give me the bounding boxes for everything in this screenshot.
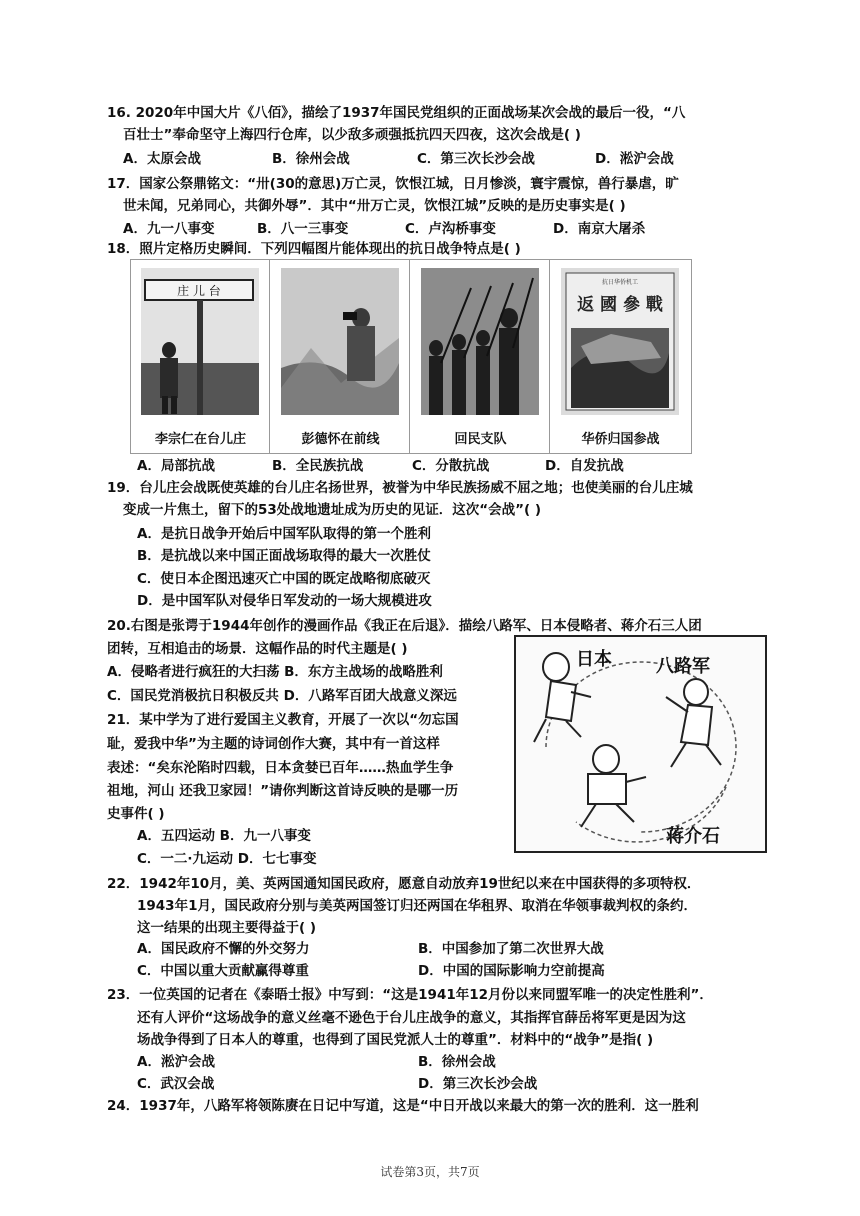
q21-options-cd: C．一二·九运动 D．七七事变 <box>137 851 317 867</box>
q20-options-ab: A．侵略者进行疯狂的大扫荡 B．东方主战场的战略胜利 <box>107 664 443 680</box>
poster-header: 抗日华侨机工 <box>601 279 639 286</box>
q22-option-a: A．国民政府不懈的外交努力 <box>137 941 310 957</box>
photo-li-zongren <box>141 268 259 415</box>
q16-option-a: A．太原会战 <box>123 151 201 167</box>
cartoon-label-eighth-route: 八路军 <box>656 656 710 677</box>
photo-sign-text: 庄 儿 台 <box>177 284 221 298</box>
photo-caption-2: 彭德怀在前线 <box>301 432 380 447</box>
photo-cell-4 <box>551 260 690 453</box>
q19-option-b: B．是抗战以来中国正面战场取得的最大一次胜仗 <box>137 548 431 564</box>
q23-option-c: C．武汉会战 <box>137 1076 215 1092</box>
q20-line2: 团转，互相追击的场景．这幅作品的时代主题是( ) <box>107 641 408 657</box>
photo-cell-1 <box>131 260 270 453</box>
q22-option-b: B．中国参加了第二次世界大战 <box>418 941 604 957</box>
q22-option-d: D．中国的国际影响力空前提高 <box>418 963 605 979</box>
q23-option-a: A．淞沪会战 <box>137 1054 215 1070</box>
q19-option-a: A．是抗日战争开始后中国军队取得的第一个胜利 <box>137 526 431 542</box>
q18-option-b: B．全民族抗战 <box>272 458 364 474</box>
q23-option-b: B．徐州会战 <box>418 1054 496 1070</box>
photo-peng-dehuai <box>281 268 399 415</box>
q16-option-d: D．淞沪会战 <box>595 151 674 167</box>
q18-option-c: C．分散抗战 <box>412 458 490 474</box>
q22-line2: 1943年1月，国民政府分别与美英两国签订归还两国在华租界、取消在华领事裁判权的条约． <box>137 898 697 914</box>
q18-line1: 18．照片定格历史瞬间．下列四幅图片能体现出的抗日战争特点是( ) <box>107 241 521 257</box>
photo-cell-2 <box>271 260 410 453</box>
q24-line1: 24．1937年，八路军将领陈赓在日记中写道，这是“中日开战以来最大的第一次的胜利．这一胜利 <box>107 1098 699 1114</box>
q23-line1: 23．一位英国的记者在《泰晤士报》中写到：“这是1941年12月份以来同盟军唯一的决定性胜利”． <box>107 987 713 1003</box>
photo-cell-3 <box>411 260 550 453</box>
q20-line1: 20.右图是张谔于1944年创作的漫画作品《我正在后退》．描绘八路军、日本侵略者、蒋介石三人团 <box>107 618 702 634</box>
photo-hui-min-team <box>421 268 539 415</box>
q18-option-d: D．自发抗战 <box>545 458 624 474</box>
q23-line3: 场战争得到了日本人的尊重，也得到了国民党派人士的尊重”．材料中的“战争”是指( ) <box>137 1032 654 1048</box>
q16-line2: 百壮士”奉命坚守上海四行仓库，以少敌多顽强抵抗四天四夜，这次会战是( ) <box>123 127 581 143</box>
q21-options-ab: A．五四运动 B．九一八事变 <box>137 828 311 844</box>
photo-overseas-chinese-poster <box>561 268 679 415</box>
q17-option-a: A．九一八事变 <box>123 221 215 237</box>
photo-caption-1: 李宗仁在台儿庄 <box>154 432 246 447</box>
q17-line1: 17．国家公祭鼎铭文：“卅(30的意思)万亡灵，饮恨江城，日月惨淡，寰宇震惊，兽行暴虐，旷 <box>107 176 679 192</box>
cartoon-label-chiang: 蒋介石 <box>666 826 720 847</box>
q21-line4: 祖地，河山 还我卫家园！”请你判断这首诗反映的是哪一历 <box>107 783 459 799</box>
q17-option-d: D．南京大屠杀 <box>553 221 646 237</box>
q23-option-d: D．第三次长沙会战 <box>418 1076 538 1092</box>
q23-line2: 还有人评价“这场战争的意义丝毫不逊色于台儿庄战争的意义，其指挥官薛岳将军更是因为这 <box>137 1010 686 1026</box>
q16-option-b: B．徐州会战 <box>272 151 350 167</box>
q21-line3: 表述：“矣东沦陷时四载，日本贪婪已百年……热血学生争 <box>107 760 454 776</box>
q19-line1: 19．台儿庄会战既使英雄的台儿庄名扬世界，被誉为中华民族扬威不屈之地；也使美丽的台儿庄城 <box>107 480 693 496</box>
q19-line2: 变成一片焦土，留下的53处战地遗址成为历史的见证．这次“会战”( ) <box>123 502 542 518</box>
q20-options-cd: C．国民党消极抗日积极反共 D．八路军百团大战意义深远 <box>107 688 457 704</box>
q22-line3: 这一结果的出现主要得益于( ) <box>137 920 317 936</box>
q18-photo-table <box>130 259 692 454</box>
q21-line5: 史事件( ) <box>107 806 165 822</box>
q21-line2: 耻，爱我中华”为主题的诗词创作大赛，其中有一首这样 <box>107 736 440 752</box>
q19-option-c: C．使日本企图迅速灭亡中国的既定战略彻底破灭 <box>137 571 431 587</box>
q17-line2: 世未闻，兄弟同心，共御外辱”．其中“卅万亡灵，饮恨江城”反映的是历史事实是( ) <box>123 198 626 214</box>
q19-option-d: D．是中国军队对侵华日军发动的一场大规模进攻 <box>137 593 432 609</box>
q18-option-a: A．局部抗战 <box>137 458 215 474</box>
q16-option-c: C．第三次长沙会战 <box>417 151 535 167</box>
q20-cartoon <box>514 635 767 853</box>
q17-option-b: B．八一三事变 <box>257 221 349 237</box>
q16-line1: 16. 2020年中国大片《八佰》，描绘了1937年国民党组织的正面战场某次会战的最后一役，“八 <box>107 105 686 121</box>
photo-caption-4: 华侨归国参战 <box>581 432 660 447</box>
page-footer: 试卷第3页，共7页 <box>380 1165 480 1179</box>
q22-line1: 22．1942年10月，美、英两国通知国民政府，愿意自动放弃19世纪以来在中国获得的多项特权． <box>107 876 701 892</box>
photo-caption-3: 回民支队 <box>454 432 507 447</box>
cartoon-label-japan: 日本 <box>576 649 612 670</box>
q22-option-c: C．中国以重大贡献赢得尊重 <box>137 963 309 979</box>
q17-option-c: C．卢沟桥事变 <box>405 221 496 237</box>
poster-title: 返 國 參 戰 <box>577 295 663 315</box>
q21-line1: 21．某中学为了进行爱国主义教育，开展了一次以“勿忘国 <box>107 712 459 728</box>
